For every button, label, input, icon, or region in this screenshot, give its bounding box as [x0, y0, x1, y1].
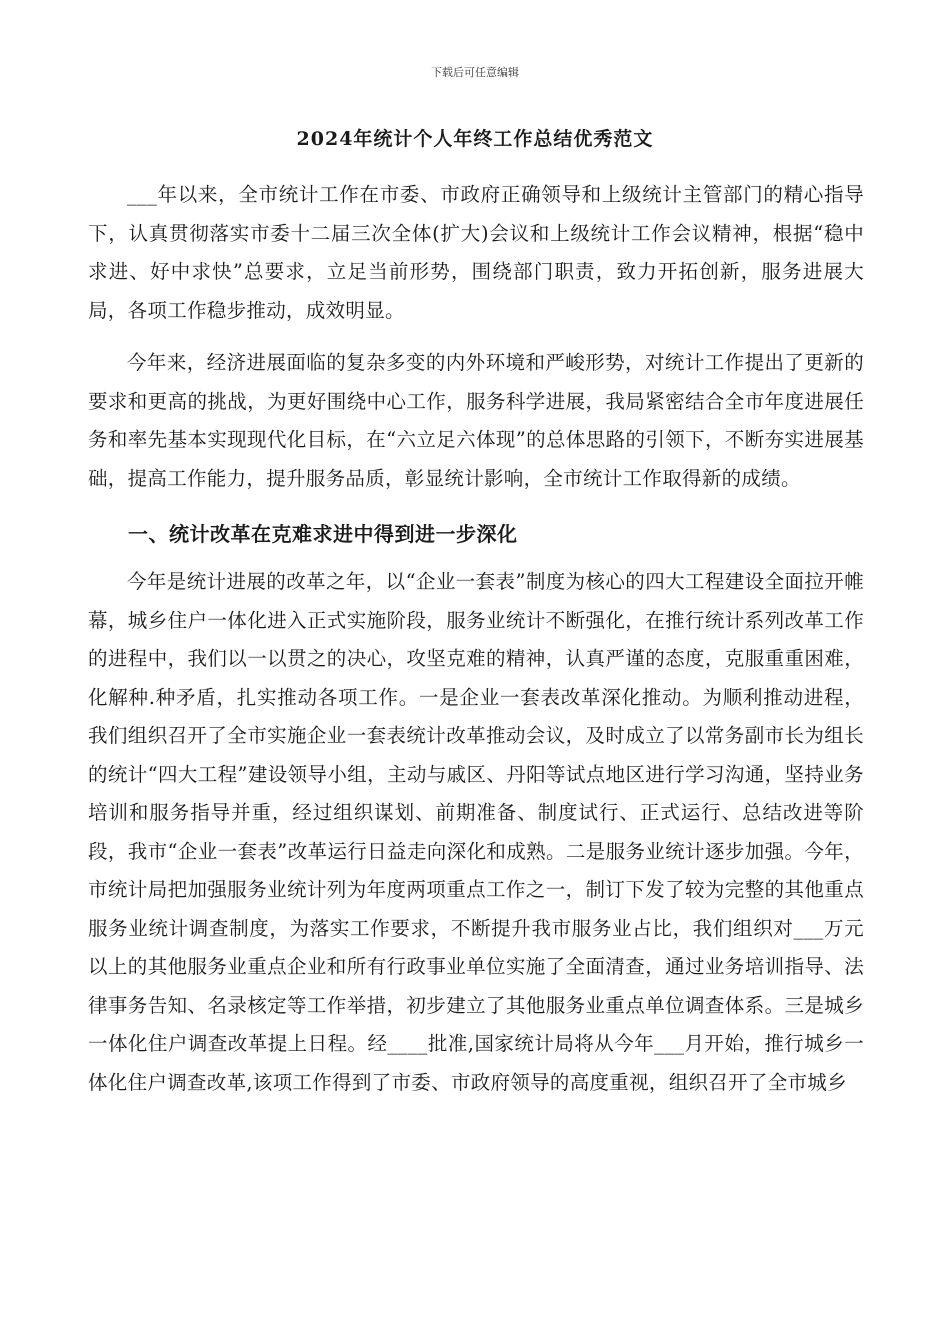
section-1-paragraph: 今年是统计进展的改革之年，以“企业一套表”制度为核心的四大工程建设全面拉开帷幕，城乡住户一体化进入正式实施阶段，服务业统计不断强化，在推行统计系列改革工作的进程中，我们以一以贯之的决心，攻坚克难的精神，认真严谨的态度，克服重重困难，化解种.种矛盾，扎实推动各项工作。一是企业一套表改革深化推动。为顺利推动进程，我们组织召开了全市实施企业一套表统计改革推动会议，及时成立了以常务副市长为组长的统计“四大工程”建设领导小组，主动与戚区、丹阳等试点地区进行学习沟通，坚持业务培训和服务指导并重，经过组织谋划、前期准备、制度试行、正式运行、总结改进等阶段，我市“企业一套表”改革运行日益走向深化和成熟。二是服务业统计逐步加强。今年，市统计局把加强服务业统计列为年度两项重点工作之一，制订下发了较为完整的其他重点服务业统计调查制度，为落实工作要求，不断提升我市服务业占比，我们组织对___万元以上的其他服务业重点企业和所有行政事业单位实施了全面清查，通过业务培训指导、法律事务告知、名录核定等工作举措，初步建立了其他服务业重点单位调查体系。三是城乡一体化住户调查改革提上日程。经____批准,国家统计局将从今年___月开始，推行城乡一体化住户调查改革,该项工作得到了市委、市政府领导的高度重视，组织召开了全市城乡: [88, 570, 864, 1094]
context-paragraph: 今年来，经济进展面临的复杂多变的内外环境和严峻形势，对统计工作提出了更新的要求和更高的挑战，为更好围绕中心工作，服务科学进展，我局紧密结合全市年度进展任务和率先基本实现现代化目标，在“六立足六体现”的总体思路的引领下，不断夯实进展基础，提高工作能力，提升服务品质，彰显统计影响，全市统计工作取得新的成绩。: [88, 351, 864, 490]
intro-paragraph: ___年以来，全市统计工作在市委、市政府正确领导和上级统计主管部门的精心指导下，认真贯彻落实市委十二届三次全体(扩大)会议和上级统计工作会议精神，根据“稳中求进、好中求快”总要求，立足当前形势，围绕部门职责，致力开拓创新，服务进展大局，各项工作稳步推动，成效明显。: [88, 183, 864, 322]
header-note: 下载后可任意编辑: [431, 66, 519, 79]
document-title: 2024年统计个人年终工作总结优秀范文: [296, 128, 654, 150]
document-body: [88, 176, 864, 1102]
section-1-heading: 一、统计改革在克难求进中得到进一步深化: [128, 522, 518, 546]
